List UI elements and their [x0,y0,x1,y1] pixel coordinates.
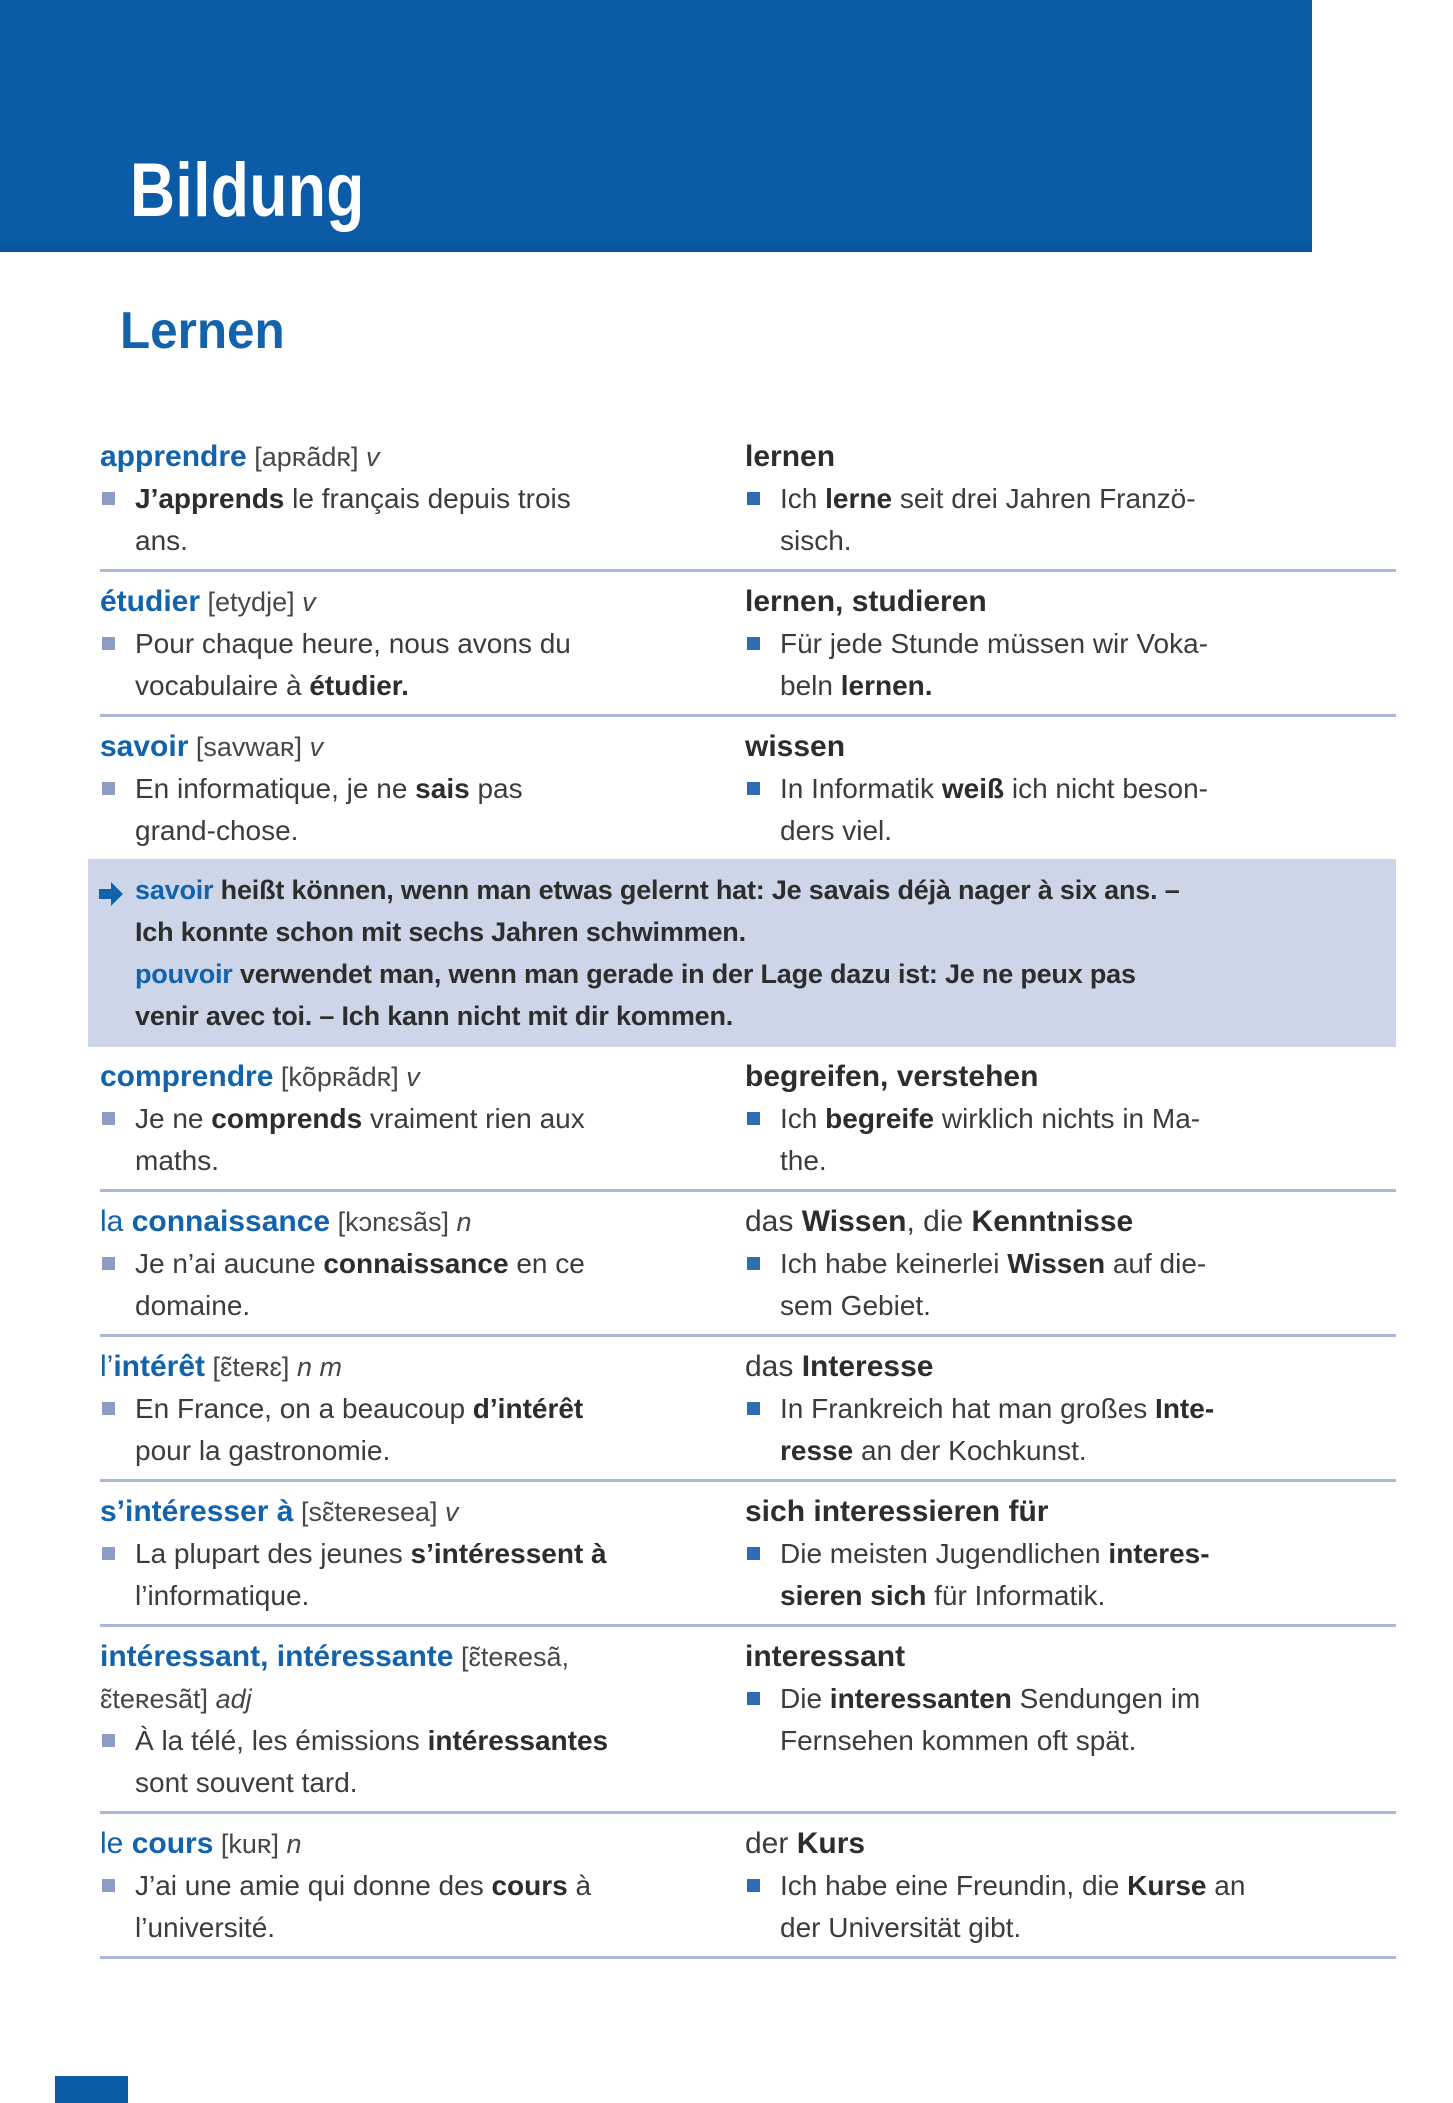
french-example-text: En France, on a beaucoup d’intérêt pour la gastronomie. [135,1393,584,1466]
chapter-header-band [0,0,1312,252]
german-headword: sich interessieren für [745,1495,1049,1528]
entry-french [100,726,745,852]
french-example-text: En informatique, je ne sais pas grand-chose. [135,773,523,846]
french-headword: comprendre [kõpʀãdʀ] v [100,1060,420,1093]
german-headword: lernen [745,440,836,473]
french-headword: savoir [savwaʀ] v [100,730,324,763]
french-example-text: La plupart des jeunes s’intéressent à l’informatique. [135,1538,607,1611]
german-example-text: Die meisten Jugendlichen interes- sieren sich für Informatik. [780,1538,1210,1611]
german-headword: begreifen, verstehen [745,1060,1039,1093]
french-headword: s’intéresser à [sɛ̃teʀesea] v [100,1495,459,1528]
french-example [100,623,700,707]
german-example-text: Ich begreife wirklich nichts in Ma- the. [780,1103,1201,1176]
french-example [100,1388,700,1472]
french-example [100,1720,700,1804]
entry-row-interet [100,1337,1396,1482]
example-bullet-icon [747,637,760,650]
entry-german [745,1056,1396,1182]
french-example [100,478,700,562]
french-example [100,1865,700,1949]
german-example [745,768,1396,852]
french-example [100,768,700,852]
german-example-text: Die interessanten Sendungen im Fernsehen kommen oft spät. [780,1683,1201,1756]
example-bullet-icon [747,1547,760,1560]
usage-note-box [88,859,1396,1047]
german-example [745,1865,1396,1949]
french-example [100,1098,700,1182]
entry-row-cours [100,1814,1396,1959]
entry-german [745,581,1396,707]
vocabulary-list [100,427,1396,1959]
entry-german [745,726,1396,852]
entry-row-etudier [100,572,1396,717]
french-headword: apprendre [apʀãdʀ] v [100,440,380,473]
french-example-text: J’apprends le français depuis trois ans. [135,483,571,556]
example-bullet-icon [102,1112,115,1125]
german-example-text: In Informatik weiß ich nicht beson- ders viel. [780,773,1208,846]
entry-french [100,1346,745,1472]
german-example [745,1678,1396,1762]
section-title: Lernen [120,302,285,360]
example-bullet-icon [747,1257,760,1270]
example-bullet-icon [747,1692,760,1705]
arrow-right-icon [98,877,124,903]
french-headword: le cours [kuʀ] n [100,1827,302,1860]
entry-french [100,1201,745,1327]
german-headword: der Kurs [745,1827,866,1860]
french-example-text: J’ai une amie qui donne des cours à l’université. [135,1870,592,1943]
example-bullet-icon [102,1257,115,1270]
german-example-text: In Frankreich hat man großes Inte- resse an der Kochkunst. [780,1393,1215,1466]
usage-note-pouvoir: pouvoir verwendet man, wenn man gerade in der Lage dazu ist: Je ne peux pas venir avec toi. – Ich kann nicht mit dir kommen. [135,959,1136,1031]
example-bullet-icon [102,1547,115,1560]
french-example-text: Je n’ai aucune connaissance en ce domaine. [135,1248,585,1321]
entry-row-interessant [100,1627,1396,1814]
example-bullet-icon [102,1734,115,1747]
french-headword: étudier [etydje] v [100,585,316,618]
german-headword: lernen, studieren [745,585,987,618]
french-example-text: Je ne comprends vraiment rien aux maths. [135,1103,585,1176]
entry-row-sinteresser [100,1482,1396,1627]
example-bullet-icon [102,1402,115,1415]
usage-note-savoir: savoir heißt können, wenn man etwas gelernt hat: Je savais déjà nager à six ans. – Ich konnte schon mit sechs Jahren schwimmen. [135,875,1180,947]
entry-french [100,581,745,707]
entry-row-comprendre [100,1047,1396,1192]
entry-french [100,1056,745,1182]
french-example [100,1243,700,1327]
french-example [100,1533,700,1617]
entry-row-savoir [100,717,1396,859]
entry-french [100,1636,745,1804]
french-example-text: À la télé, les émissions intéressantes sont souvent tard. [135,1725,609,1798]
german-example-text: Ich habe eine Freundin, die Kurse an der Universität gibt. [780,1870,1246,1943]
example-bullet-icon [747,1112,760,1125]
entry-german [745,1346,1396,1472]
german-example [745,478,1396,562]
example-bullet-icon [747,1402,760,1415]
german-example-text: Ich habe keinerlei Wissen auf die- sem Gebiet. [780,1248,1207,1321]
example-bullet-icon [102,492,115,505]
german-example [745,1243,1396,1327]
example-bullet-icon [102,1879,115,1892]
entry-french [100,1823,745,1949]
entry-row-connaissance [100,1192,1396,1337]
french-headword: la connaissance [kɔnɛsãs] n [100,1205,472,1238]
example-bullet-icon [747,782,760,795]
german-headword: interessant [745,1640,906,1673]
entry-german [745,1823,1396,1949]
german-example [745,623,1396,707]
entry-row-apprendre [100,427,1396,572]
example-bullet-icon [102,782,115,795]
entry-french [100,1491,745,1617]
german-headword: das Wissen, die Kenntnisse [745,1205,1134,1238]
french-headword: l’intérêt [ɛ̃teʀɛ] n m [100,1350,342,1383]
entry-german [745,1201,1396,1327]
german-headword: wissen [745,730,846,763]
entry-german [745,1491,1396,1617]
french-headword: intéressant, intéressante [ɛ̃teʀesã, ɛ̃teʀesãt] adj [100,1640,570,1714]
next-page-band-preview [55,2076,128,2103]
example-bullet-icon [747,1879,760,1892]
german-headword: das Interesse [745,1350,934,1383]
german-example-text: Für jede Stunde müssen wir Voka- beln lernen. [780,628,1208,701]
entry-german [745,436,1396,562]
german-example [745,1098,1396,1182]
entry-german [745,1636,1396,1804]
french-example-text: Pour chaque heure, nous avons du vocabulaire à étudier. [135,628,571,701]
chapter-title: Bildung [130,148,365,233]
german-example-text: Ich lerne seit drei Jahren Franzö- sisch. [780,483,1196,556]
german-example [745,1533,1396,1617]
german-example [745,1388,1396,1472]
example-bullet-icon [102,637,115,650]
entry-french [100,436,745,562]
example-bullet-icon [747,492,760,505]
